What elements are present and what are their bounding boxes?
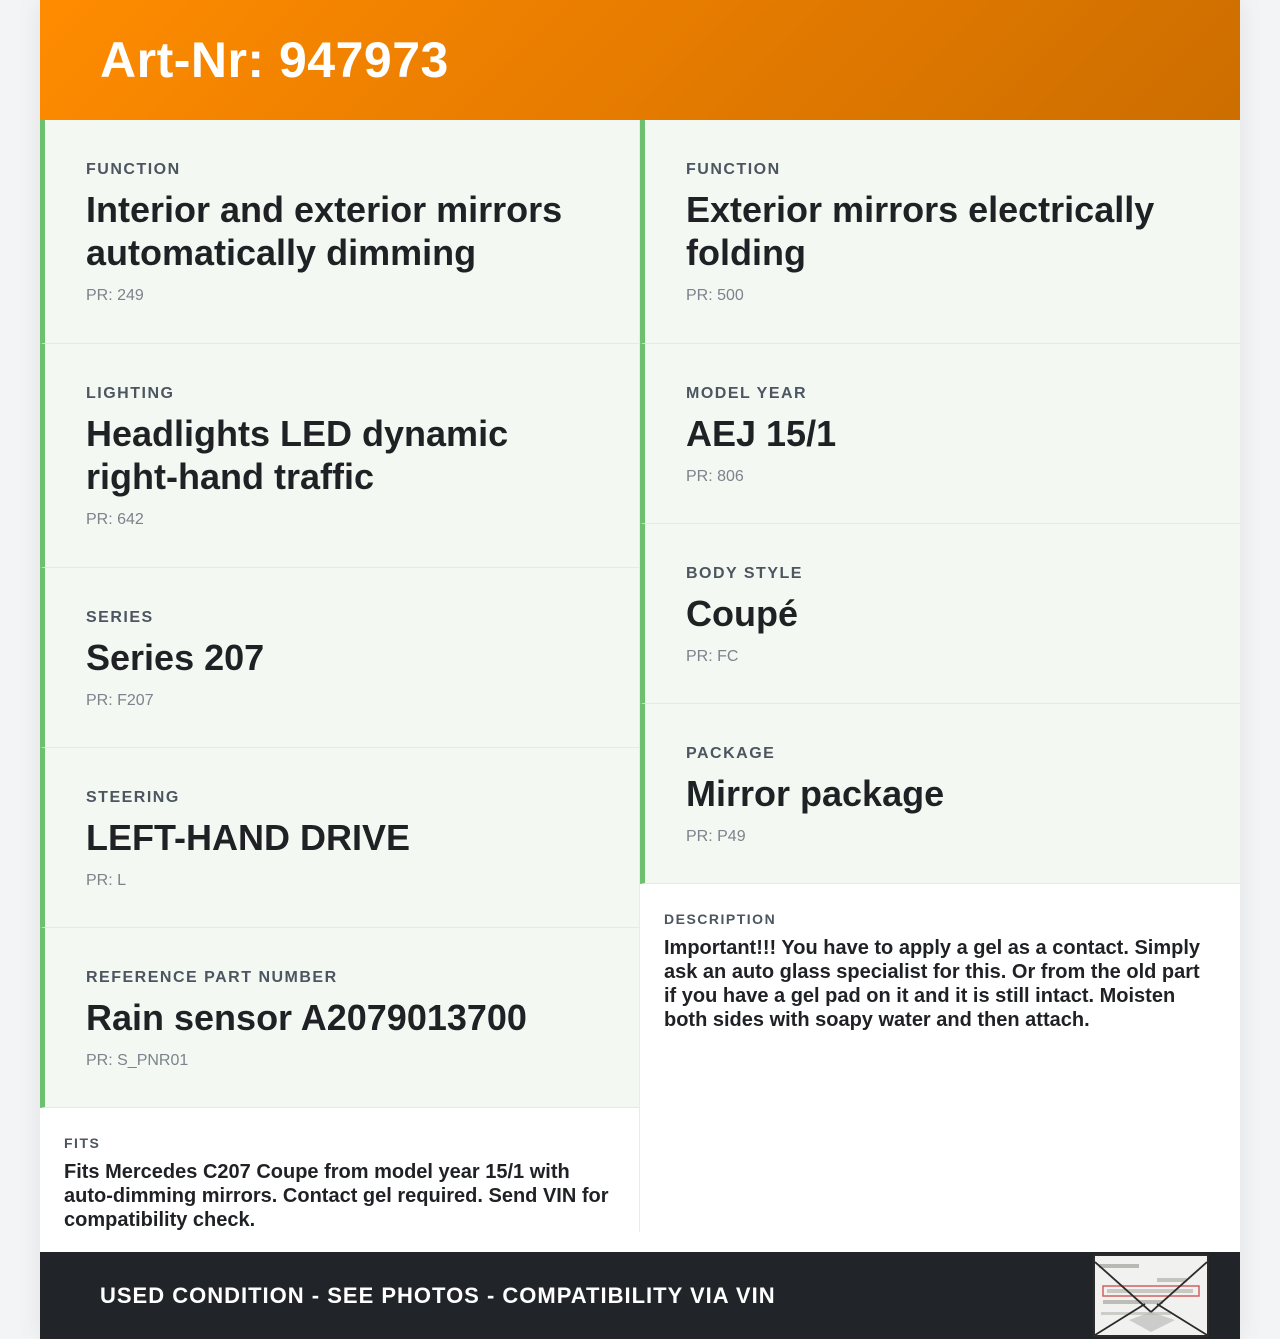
description-label: DESCRIPTION [664,911,777,927]
vehicle-data-card-thumbnail-icon [1093,1254,1209,1337]
spec-pr-code: PR: 249 [86,287,144,304]
right-column [640,120,1240,1232]
spec-value: AEJ 15/1 [686,413,837,454]
spec-label: PACKAGE [686,745,776,762]
spec-pr-code: PR: FC [686,648,739,665]
header-banner [40,0,1240,120]
spec-label: BODY STYLE [686,565,803,582]
spec-label: FUNCTION [686,161,781,178]
spec-card-package [640,704,1240,884]
product-sheet [40,0,1240,1339]
spec-pr-code: PR: 642 [86,511,144,528]
spec-card-lighting [40,344,639,568]
spec-label: LIGHTING [86,385,175,402]
article-number-title: Art-Nr: 947973 [100,32,449,88]
fits-section [40,1108,639,1232]
spec-label: SERIES [86,609,154,626]
spec-value: Series 207 [86,637,265,678]
spec-label: FUNCTION [86,161,181,178]
spec-columns [40,120,1240,1232]
spec-label: REFERENCE PART NUMBER [86,969,338,986]
spec-pr-code: PR: S_PNR01 [86,1052,189,1069]
spec-card-reference-part [40,928,639,1108]
description-section [640,884,1240,1032]
spec-card-steering [40,748,639,928]
spec-value: Interior and exterior mirrors automatically dimming [86,189,563,273]
description-text: Important!!! You have to apply a gel as a contact. Simply ask an auto glass specialist for this. Or from the old part if you have a gel pad on it and it is still intact. Moisten both sides with soapy water and then attach. [664,937,1201,1031]
spec-card-series [40,568,639,748]
spec-pr-code: PR: F207 [86,692,154,709]
condition-notice: USED CONDITION - SEE PHOTOS - COMPATIBILITY VIA VIN [100,1282,776,1308]
spec-card-function-dimming [40,120,639,344]
spec-card-model-year [640,344,1240,524]
fits-text: Fits Mercedes C207 Coupe from model year 15/1 with auto-dimming mirrors. Contact gel required. Send VIN for compatibility check. [64,1161,609,1231]
spec-card-function-folding [640,120,1240,344]
spec-value: Headlights LED dynamic right-hand traffic [86,413,509,497]
spec-pr-code: PR: 806 [686,468,744,485]
spec-pr-code: PR: 500 [686,287,744,304]
spec-value: LEFT-HAND DRIVE [86,817,410,858]
spec-value: Exterior mirrors electrically folding [686,189,1155,273]
spec-value: Rain sensor A2079013700 [86,997,527,1038]
vehicle-card-drawing-icon [1095,1256,1207,1335]
spec-pr-code: PR: L [86,872,127,889]
spec-label: MODEL YEAR [686,385,808,402]
spec-card-body-style [640,524,1240,704]
spec-label: STEERING [86,789,180,806]
spec-pr-code: PR: P49 [686,828,746,845]
footer-bar [40,1252,1240,1339]
spec-value: Coupé [686,593,798,634]
fits-label: FITS [64,1135,101,1151]
spec-value: Mirror package [686,773,945,814]
left-column [40,120,640,1232]
